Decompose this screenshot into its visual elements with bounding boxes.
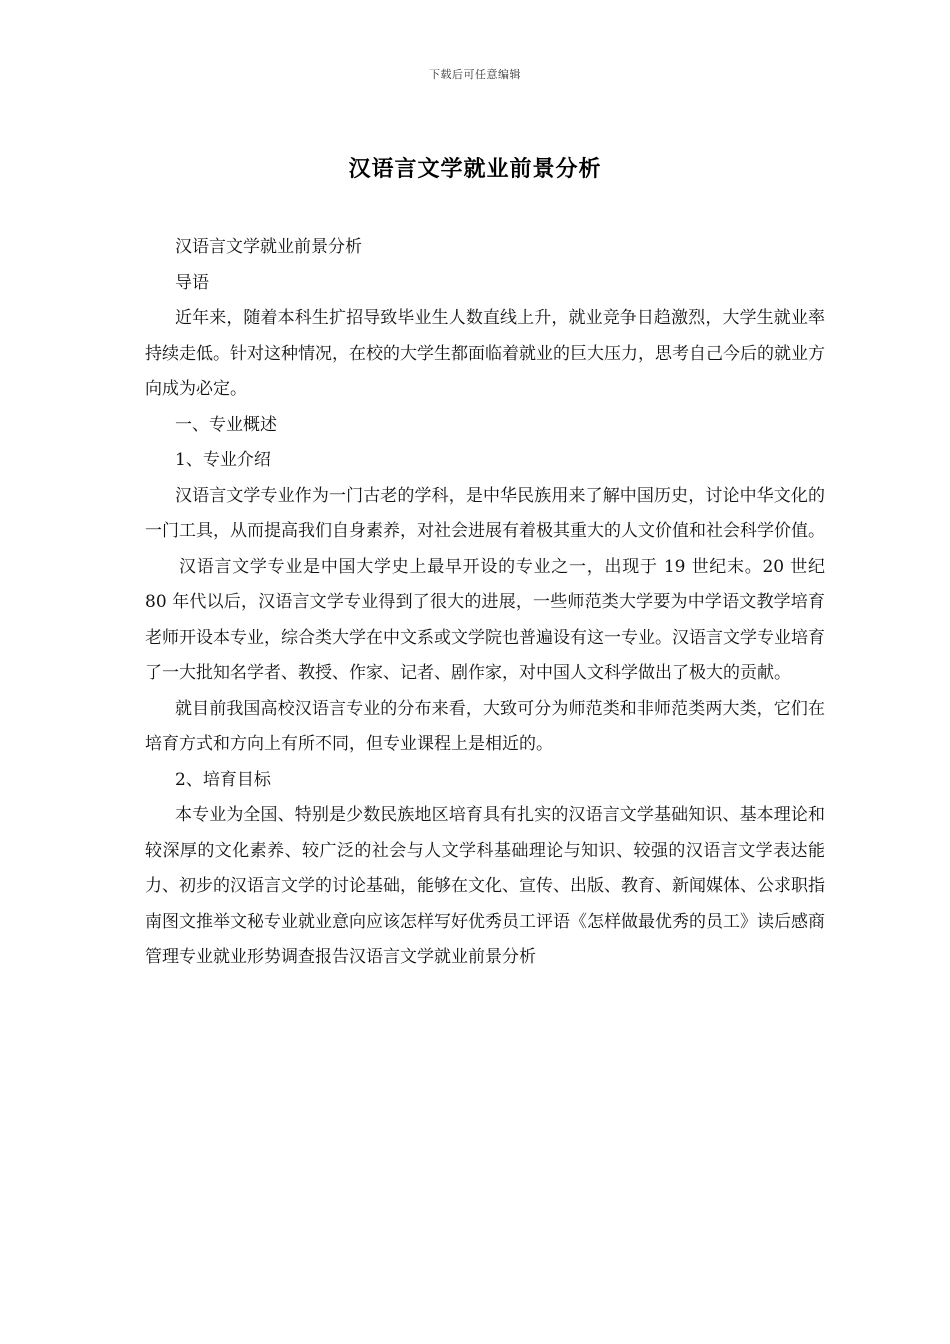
document-body: [145, 230, 825, 976]
intro-paragraph: 近年来，随着本科生扩招导致毕业生人数直线上升，就业竞争日趋激烈，大学生就业率持续走低。针对这种情况，在校的大学生都面临着就业的巨大压力，思考自己今后的就业方向成为必定。: [145, 308, 825, 399]
subsection-heading-goals: 2、培育目标: [175, 769, 271, 790]
paragraph-major-history: 汉语言文学专业是中国大学史上最早开设的专业之一，出现于 19 世纪末。20 世纪 80 年代以后，汉语言文学专业得到了很大的进展，一些师范类大学要为中学语文教学培育老师开设本专业，综合类大学在中文系或文学院也普遍设有这一专业。汉语言文学专业培育了一大批知名学者、教授、作家、记者、剧作家，对中国人文科学做出了极大的贡献。: [145, 556, 825, 683]
document-title: 汉语言文学就业前景分析: [348, 156, 602, 182]
paragraph-major-distribution: 就目前我国高校汉语言专业的分布来看，大致可分为师范类和非师范类两大类，它们在培育方式和方向上有所不同，但专业课程上是相近的。: [145, 698, 825, 754]
subtitle-paragraph: 汉语言文学就业前景分析: [175, 237, 362, 257]
section-heading-overview: 一、专业概述: [175, 414, 277, 435]
intro-heading: 导语: [175, 272, 209, 293]
paragraph-major-intro: 汉语言文学专业作为一门古老的学科，是中华民族用来了解中国历史，讨论中华文化的一门工具，从而提高我们自身素养，对社会进展有着极其重大的人文价值和社会科学价值。: [145, 485, 825, 541]
page-header-note: 下载后可任意编辑: [429, 68, 521, 81]
paragraph-training-goals: 本专业为全国、特别是少数民族地区培育具有扎实的汉语言文学基础知识、基本理论和较深厚的文化素养、较广泛的社会与人文学科基础理论与知识、较强的汉语言文学表达能力、初步的汉语言文学的讨论基础，能够在文化、宣传、出版、教育、新闻媒体、公求职指南图文推举文秘专业就业意向应该怎样写好优秀员工评语《怎样做最优秀的员工》读后感商管理专业就业形势调查报告汉语言文学就业前景分析: [145, 805, 825, 967]
subsection-heading-introduction: 1、专业介绍: [175, 450, 271, 470]
